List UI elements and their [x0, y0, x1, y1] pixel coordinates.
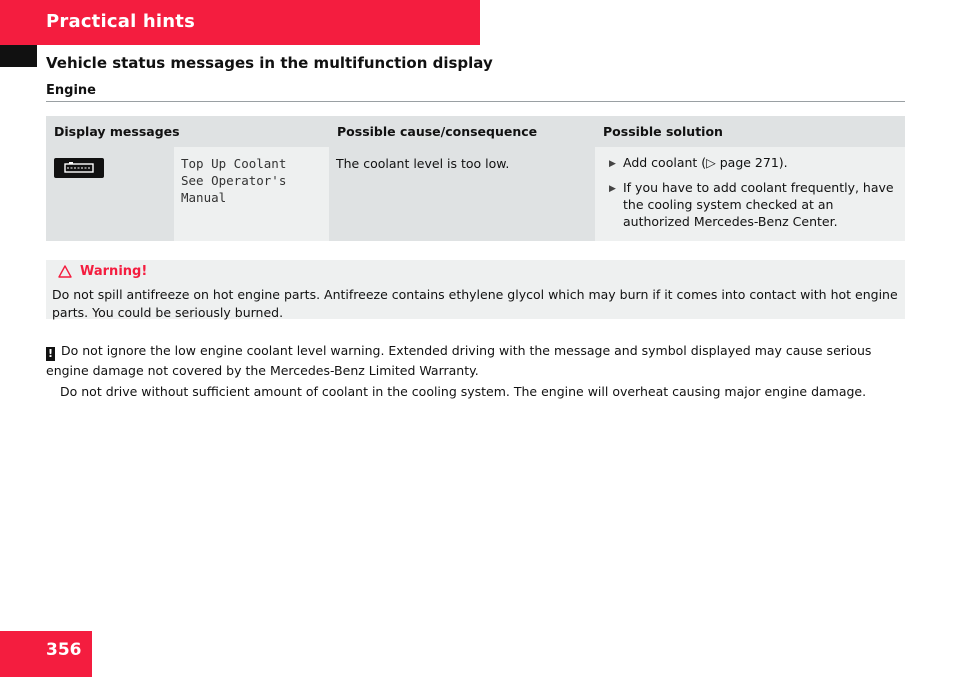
display-line: See Operator's	[181, 173, 287, 188]
warning-text: Do not spill antifreeze on hot engine parts. Antifreeze contains ethylene glycol which may burn if it comes into contact with hot engine parts. You could be seriously burned.	[52, 287, 898, 320]
column-header-solution: Possible solution	[595, 116, 905, 147]
bullet-triangle-icon: ▶	[609, 159, 616, 169]
column-header-cause: Possible cause/consequence	[329, 116, 595, 147]
cause-text: The coolant level is too low.	[336, 156, 510, 171]
section-tab-marker	[0, 45, 37, 67]
solution-text: Add coolant (▷ page 271).	[623, 155, 788, 170]
column-header-display: Display messages	[46, 116, 329, 147]
display-message-cell	[174, 147, 329, 241]
warning-box	[46, 260, 905, 319]
warning-triangle-icon	[58, 265, 72, 278]
bullet-triangle-icon: ▶	[609, 184, 616, 194]
caution-note	[46, 341, 908, 401]
caution-marker-icon: !	[47, 347, 54, 360]
solution-text: If you have to add coolant frequently, have the cooling system checked at an authorized Mercedes-Benz Center.	[623, 180, 894, 229]
chapter-title: Practical hints	[46, 11, 196, 32]
display-line: Top Up Coolant	[181, 156, 287, 171]
note-paragraph: Do not drive without sufficient amount of coolant in the cooling system. The engine will overheat causing major engine damage.	[60, 384, 867, 399]
display-line: Manual	[181, 190, 227, 205]
warning-title: Warning!	[80, 264, 148, 279]
coolant-level-icon	[54, 158, 104, 178]
cause-cell	[329, 147, 595, 241]
section-heading: Engine	[46, 83, 96, 98]
table-header-row	[46, 116, 905, 147]
list-item	[609, 179, 899, 230]
header-bar	[0, 0, 480, 45]
solution-cell	[595, 147, 905, 241]
warning-heading	[58, 264, 147, 279]
status-message-table	[46, 116, 905, 241]
icon-cell	[46, 147, 174, 241]
list-item	[609, 154, 899, 173]
page-number-box	[0, 631, 92, 677]
page-subtitle: Vehicle status messages in the multifunction display	[46, 54, 493, 72]
note-paragraph: Do not ignore the low engine coolant level warning. Extended driving with the message and symbol displayed may cause serious engine damage not covered by the Mercedes-Benz Limited Warranty.	[46, 343, 872, 378]
table-row	[46, 147, 905, 241]
page-number: 356	[46, 640, 82, 660]
section-divider	[46, 101, 905, 102]
